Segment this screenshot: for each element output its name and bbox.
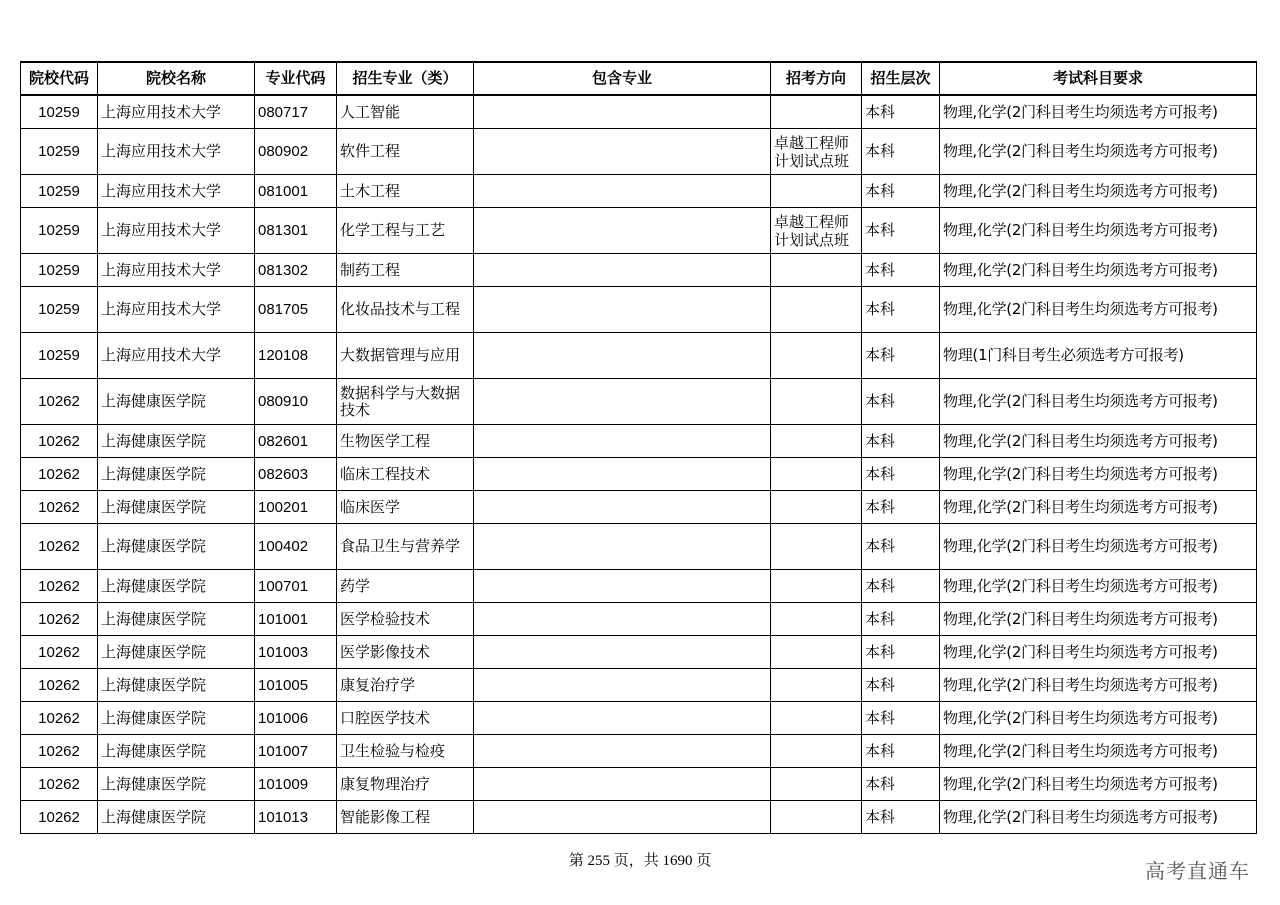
cell-major: 人工智能 bbox=[337, 95, 474, 129]
cell-major: 土木工程 bbox=[337, 175, 474, 208]
cell-major-code: 101006 bbox=[255, 702, 337, 735]
cell-school-name: 上海应用技术大学 bbox=[98, 333, 255, 379]
cell-level: 本科 bbox=[862, 333, 940, 379]
cell-major-code: 100701 bbox=[255, 570, 337, 603]
header-level: 招生层次 bbox=[862, 62, 940, 95]
cell-major: 数据科学与大数据技术 bbox=[337, 379, 474, 425]
cell-direction bbox=[771, 287, 862, 333]
cell-major-code: 101001 bbox=[255, 603, 337, 636]
table-row bbox=[21, 287, 1257, 333]
cell-major: 化学工程与工艺 bbox=[337, 208, 474, 254]
cell-major-code: 120108 bbox=[255, 333, 337, 379]
cell-major: 药学 bbox=[337, 570, 474, 603]
page-number-text: 第 255 页，共 1690 页 bbox=[568, 853, 712, 869]
cell-school-code: 10262 bbox=[21, 768, 98, 801]
cell-included-majors bbox=[474, 129, 771, 175]
cell-included-majors bbox=[474, 287, 771, 333]
cell-school-code: 10259 bbox=[21, 129, 98, 175]
cell-subject-requirement: 物理,化学(2门科目考生均须选考方可报考) bbox=[940, 287, 1257, 333]
page-footer bbox=[0, 849, 1280, 870]
cell-included-majors bbox=[474, 175, 771, 208]
cell-included-majors bbox=[474, 491, 771, 524]
cell-included-majors bbox=[474, 636, 771, 669]
cell-level: 本科 bbox=[862, 702, 940, 735]
table-row bbox=[21, 524, 1257, 570]
cell-direction bbox=[771, 425, 862, 458]
cell-school-name: 上海健康医学院 bbox=[98, 379, 255, 425]
cell-major: 口腔医学技术 bbox=[337, 702, 474, 735]
cell-major-code: 081301 bbox=[255, 208, 337, 254]
cell-direction bbox=[771, 702, 862, 735]
cell-major-code: 080902 bbox=[255, 129, 337, 175]
cell-school-code: 10262 bbox=[21, 491, 98, 524]
cell-school-code: 10259 bbox=[21, 287, 98, 333]
cell-level: 本科 bbox=[862, 491, 940, 524]
cell-included-majors bbox=[474, 603, 771, 636]
cell-major-code: 100201 bbox=[255, 491, 337, 524]
cell-major: 大数据管理与应用 bbox=[337, 333, 474, 379]
table-row bbox=[21, 801, 1257, 834]
cell-subject-requirement: 物理,化学(2门科目考生均须选考方可报考) bbox=[940, 669, 1257, 702]
cell-major: 食品卫生与营养学 bbox=[337, 524, 474, 570]
cell-subject-requirement: 物理,化学(2门科目考生均须选考方可报考) bbox=[940, 95, 1257, 129]
cell-subject-requirement: 物理,化学(2门科目考生均须选考方可报考) bbox=[940, 524, 1257, 570]
cell-level: 本科 bbox=[862, 524, 940, 570]
cell-major-code: 081302 bbox=[255, 254, 337, 287]
cell-included-majors bbox=[474, 95, 771, 129]
table-row bbox=[21, 95, 1257, 129]
cell-subject-requirement: 物理,化学(2门科目考生均须选考方可报考) bbox=[940, 491, 1257, 524]
cell-school-code: 10262 bbox=[21, 458, 98, 491]
cell-school-code: 10262 bbox=[21, 702, 98, 735]
cell-direction bbox=[771, 333, 862, 379]
table-row bbox=[21, 208, 1257, 254]
cell-school-name: 上海健康医学院 bbox=[98, 801, 255, 834]
cell-subject-requirement: 物理,化学(2门科目考生均须选考方可报考) bbox=[940, 458, 1257, 491]
cell-major-code: 101013 bbox=[255, 801, 337, 834]
cell-included-majors bbox=[474, 768, 771, 801]
cell-level: 本科 bbox=[862, 95, 940, 129]
cell-subject-requirement: 物理,化学(2门科目考生均须选考方可报考) bbox=[940, 379, 1257, 425]
cell-school-code: 10259 bbox=[21, 333, 98, 379]
cell-direction bbox=[771, 768, 862, 801]
cell-school-code: 10259 bbox=[21, 175, 98, 208]
cell-major: 卫生检验与检疫 bbox=[337, 735, 474, 768]
cell-school-name: 上海健康医学院 bbox=[98, 702, 255, 735]
cell-subject-requirement: 物理,化学(2门科目考生均须选考方可报考) bbox=[940, 636, 1257, 669]
cell-direction bbox=[771, 801, 862, 834]
cell-major: 化妆品技术与工程 bbox=[337, 287, 474, 333]
cell-subject-requirement: 物理(1门科目考生必须选考方可报考) bbox=[940, 333, 1257, 379]
cell-level: 本科 bbox=[862, 801, 940, 834]
watermark-logo: 高考直通车 bbox=[1145, 859, 1250, 883]
cell-included-majors bbox=[474, 458, 771, 491]
table-row bbox=[21, 570, 1257, 603]
cell-major-code: 101007 bbox=[255, 735, 337, 768]
cell-included-majors bbox=[474, 735, 771, 768]
cell-major: 临床工程技术 bbox=[337, 458, 474, 491]
cell-school-code: 10262 bbox=[21, 669, 98, 702]
cell-school-code: 10259 bbox=[21, 208, 98, 254]
cell-school-name: 上海健康医学院 bbox=[98, 491, 255, 524]
cell-subject-requirement: 物理,化学(2门科目考生均须选考方可报考) bbox=[940, 735, 1257, 768]
cell-school-code: 10262 bbox=[21, 379, 98, 425]
cell-level: 本科 bbox=[862, 636, 940, 669]
table-row bbox=[21, 702, 1257, 735]
table-row bbox=[21, 254, 1257, 287]
header-school-code: 院校代码 bbox=[21, 62, 98, 95]
cell-direction bbox=[771, 458, 862, 491]
table-row bbox=[21, 603, 1257, 636]
cell-school-name: 上海健康医学院 bbox=[98, 458, 255, 491]
header-direction: 招考方向 bbox=[771, 62, 862, 95]
header-included-majors: 包含专业 bbox=[474, 62, 771, 95]
cell-included-majors bbox=[474, 425, 771, 458]
cell-level: 本科 bbox=[862, 669, 940, 702]
cell-subject-requirement: 物理,化学(2门科目考生均须选考方可报考) bbox=[940, 129, 1257, 175]
cell-level: 本科 bbox=[862, 208, 940, 254]
cell-major: 康复治疗学 bbox=[337, 669, 474, 702]
cell-included-majors bbox=[474, 208, 771, 254]
cell-major: 智能影像工程 bbox=[337, 801, 474, 834]
cell-level: 本科 bbox=[862, 458, 940, 491]
cell-school-code: 10262 bbox=[21, 570, 98, 603]
header-major-code: 专业代码 bbox=[255, 62, 337, 95]
cell-subject-requirement: 物理,化学(2门科目考生均须选考方可报考) bbox=[940, 254, 1257, 287]
table-body bbox=[21, 95, 1257, 834]
cell-major: 制药工程 bbox=[337, 254, 474, 287]
cell-subject-requirement: 物理,化学(2门科目考生均须选考方可报考) bbox=[940, 175, 1257, 208]
cell-level: 本科 bbox=[862, 603, 940, 636]
cell-school-name: 上海健康医学院 bbox=[98, 636, 255, 669]
cell-major: 医学影像技术 bbox=[337, 636, 474, 669]
cell-major: 软件工程 bbox=[337, 129, 474, 175]
cell-level: 本科 bbox=[862, 768, 940, 801]
cell-direction bbox=[771, 95, 862, 129]
cell-direction bbox=[771, 524, 862, 570]
cell-direction bbox=[771, 175, 862, 208]
cell-subject-requirement: 物理,化学(2门科目考生均须选考方可报考) bbox=[940, 768, 1257, 801]
cell-school-name: 上海健康医学院 bbox=[98, 524, 255, 570]
cell-subject-requirement: 物理,化学(2门科目考生均须选考方可报考) bbox=[940, 208, 1257, 254]
cell-direction bbox=[771, 379, 862, 425]
cell-school-code: 10259 bbox=[21, 95, 98, 129]
cell-included-majors bbox=[474, 254, 771, 287]
table-row bbox=[21, 129, 1257, 175]
cell-level: 本科 bbox=[862, 735, 940, 768]
cell-included-majors bbox=[474, 801, 771, 834]
cell-level: 本科 bbox=[862, 254, 940, 287]
table-row bbox=[21, 669, 1257, 702]
cell-direction: 卓越工程师计划试点班 bbox=[771, 208, 862, 254]
cell-subject-requirement: 物理,化学(2门科目考生均须选考方可报考) bbox=[940, 570, 1257, 603]
cell-major-code: 081001 bbox=[255, 175, 337, 208]
cell-major: 康复物理治疗 bbox=[337, 768, 474, 801]
cell-major-code: 101003 bbox=[255, 636, 337, 669]
cell-included-majors bbox=[474, 702, 771, 735]
cell-subject-requirement: 物理,化学(2门科目考生均须选考方可报考) bbox=[940, 702, 1257, 735]
cell-major: 医学检验技术 bbox=[337, 603, 474, 636]
cell-major-code: 101009 bbox=[255, 768, 337, 801]
cell-school-name: 上海健康医学院 bbox=[98, 570, 255, 603]
cell-included-majors bbox=[474, 524, 771, 570]
table-row bbox=[21, 333, 1257, 379]
header-major: 招生专业（类） bbox=[337, 62, 474, 95]
cell-major-code: 080717 bbox=[255, 95, 337, 129]
cell-direction: 卓越工程师计划试点班 bbox=[771, 129, 862, 175]
cell-major: 临床医学 bbox=[337, 491, 474, 524]
cell-level: 本科 bbox=[862, 425, 940, 458]
table-row bbox=[21, 425, 1257, 458]
cell-school-code: 10262 bbox=[21, 636, 98, 669]
cell-direction bbox=[771, 603, 862, 636]
table-row bbox=[21, 636, 1257, 669]
cell-school-code: 10262 bbox=[21, 603, 98, 636]
cell-subject-requirement: 物理,化学(2门科目考生均须选考方可报考) bbox=[940, 603, 1257, 636]
cell-major-code: 101005 bbox=[255, 669, 337, 702]
cell-direction bbox=[771, 254, 862, 287]
cell-major-code: 081705 bbox=[255, 287, 337, 333]
cell-school-code: 10262 bbox=[21, 524, 98, 570]
header-school-name: 院校名称 bbox=[98, 62, 255, 95]
cell-direction bbox=[771, 636, 862, 669]
cell-major-code: 082601 bbox=[255, 425, 337, 458]
cell-school-name: 上海应用技术大学 bbox=[98, 208, 255, 254]
cell-school-name: 上海应用技术大学 bbox=[98, 129, 255, 175]
cell-direction bbox=[771, 735, 862, 768]
cell-major-code: 100402 bbox=[255, 524, 337, 570]
cell-included-majors bbox=[474, 333, 771, 379]
table-row bbox=[21, 175, 1257, 208]
table-row bbox=[21, 458, 1257, 491]
cell-school-name: 上海健康医学院 bbox=[98, 735, 255, 768]
cell-school-name: 上海健康医学院 bbox=[98, 768, 255, 801]
table-row bbox=[21, 735, 1257, 768]
table-row bbox=[21, 379, 1257, 425]
cell-major-code: 082603 bbox=[255, 458, 337, 491]
cell-major-code: 080910 bbox=[255, 379, 337, 425]
table-row bbox=[21, 491, 1257, 524]
cell-subject-requirement: 物理,化学(2门科目考生均须选考方可报考) bbox=[940, 425, 1257, 458]
header-subject-requirement: 考试科目要求 bbox=[940, 62, 1257, 95]
cell-direction bbox=[771, 669, 862, 702]
cell-level: 本科 bbox=[862, 570, 940, 603]
cell-school-name: 上海健康医学院 bbox=[98, 603, 255, 636]
cell-subject-requirement: 物理,化学(2门科目考生均须选考方可报考) bbox=[940, 801, 1257, 834]
cell-school-code: 10262 bbox=[21, 425, 98, 458]
cell-school-name: 上海健康医学院 bbox=[98, 669, 255, 702]
cell-level: 本科 bbox=[862, 379, 940, 425]
cell-school-name: 上海应用技术大学 bbox=[98, 175, 255, 208]
table-row bbox=[21, 768, 1257, 801]
cell-school-code: 10259 bbox=[21, 254, 98, 287]
cell-school-code: 10262 bbox=[21, 801, 98, 834]
cell-school-name: 上海应用技术大学 bbox=[98, 95, 255, 129]
cell-school-code: 10262 bbox=[21, 735, 98, 768]
admission-table bbox=[20, 61, 1257, 834]
cell-school-name: 上海健康医学院 bbox=[98, 425, 255, 458]
cell-direction bbox=[771, 491, 862, 524]
cell-included-majors bbox=[474, 379, 771, 425]
cell-school-name: 上海应用技术大学 bbox=[98, 254, 255, 287]
cell-level: 本科 bbox=[862, 175, 940, 208]
cell-level: 本科 bbox=[862, 129, 940, 175]
cell-included-majors bbox=[474, 669, 771, 702]
table-header bbox=[21, 62, 1257, 95]
cell-level: 本科 bbox=[862, 287, 940, 333]
cell-major: 生物医学工程 bbox=[337, 425, 474, 458]
cell-included-majors bbox=[474, 570, 771, 603]
cell-school-name: 上海应用技术大学 bbox=[98, 287, 255, 333]
cell-direction bbox=[771, 570, 862, 603]
